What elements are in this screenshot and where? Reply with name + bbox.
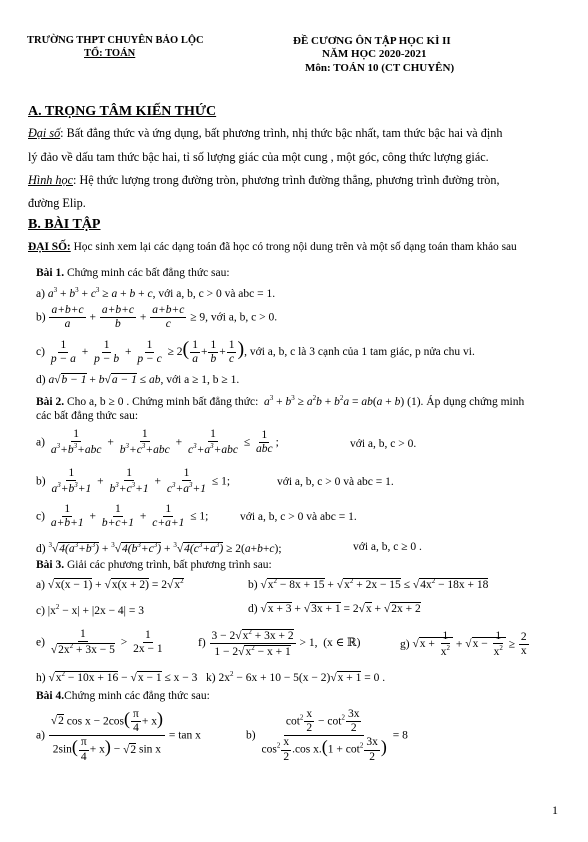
bai3-label: Bài 3. bbox=[36, 559, 65, 571]
bai3-g: g) √ x + $\frac{1}{x^2}$ + √ x − $\frac{1}{x^2}$ ≥ $\frac{2}{x}$ bbox=[400, 630, 530, 659]
doc-title: ĐỀ CƯƠNG ÔN TẬP HỌC KÌ II bbox=[293, 35, 451, 47]
bai3-c: c) $|x^2 - x| + |2x - 4| = 3$ bbox=[36, 603, 144, 617]
school-year: NĂM HỌC 2020-2021 bbox=[322, 48, 427, 60]
bai4-b: b) $\cot^2$ $\frac{x}{2}$ − $\cot^2$ $\frac{3x}{2}$ $\cos^2$ $\frac{x}{2}$ .cos $x.(1 + \cot^2$ $\frac{3x}{2}$ ) = 8 bbox=[246, 708, 408, 763]
algebra-text-1: : Bất đẳng thức và ứng dụng, bất phương trình, nhị thức bậc nhất, tam thức bậc hai và định bbox=[60, 126, 503, 140]
page-number: 1 bbox=[552, 803, 558, 817]
bai1-b: b) $\frac{a+b+c}{a}$ + $\frac{a+b+c}{b}$ + $\frac{a+b+c}{c}$ ≥ 9, với a, b, c > 0. bbox=[36, 304, 278, 331]
department: TỔ: TOÁN bbox=[84, 48, 136, 59]
algebra-line-2: lý đảo về dấu tam thức bậc hai, tỉ số lượng giác của một cung , một góc, công thức lượng giác. bbox=[28, 150, 489, 164]
section-b-heading: B. BÀI TẬP bbox=[28, 217, 101, 232]
bai2-d-cond: với a, b, c ≥ 0 . bbox=[353, 541, 422, 553]
bai3-f: f) $\frac{3 - 2√ x^2 + 3x + 2}{1 - 2√ x^2 - x + 1}$ > 1, (x ∈ ℝ) bbox=[198, 628, 360, 659]
bai1-a: a) $a^3 + b^3 + c^3 \ge a + b + c$, với a, b, c > 0 và abc = 1. bbox=[36, 286, 276, 300]
bai4-label: Bài 4. bbox=[36, 690, 65, 702]
bai3-text: Giải các phương trình, bất phương trình sau: bbox=[64, 559, 272, 571]
bai1-c: c) $\frac{1}{p - a}$ + $\frac{1}{p - b}$ + $\frac{1}{p - c}$ ≥ 2( $\frac{1}{a}$ + $\frac{1}{b}$ + $\frac{1}{c}$ ), với a, b, c là 3 cạnh của 1 tam giác, p nửa chu vi. bbox=[36, 338, 475, 365]
bai2-text1: Cho a, b ≥ 0 . Chứng minh bất đẳng thức: bbox=[64, 395, 259, 408]
algebra-line-1 bbox=[28, 126, 502, 141]
algebra-intro-text: Học sinh xem lại các dạng toán đã học có trong nội dung trên và một số dạng toán tham khảo sau bbox=[70, 241, 517, 253]
algebra-label: Đại số bbox=[28, 126, 61, 140]
bai3-h: h) √ $x^2 - 10x + 16$ − √ x − 1 ≤ x − 3 k) $2x^2 - 6x + 10 - 5(x - 2)√$ x + 1 = 0 . bbox=[36, 670, 385, 684]
school-name: TRƯỜNG THPT CHUYÊN BẢO LỘC bbox=[27, 35, 204, 46]
geometry-line-1 bbox=[28, 173, 500, 188]
bai4-title bbox=[36, 690, 210, 702]
algebra-intro-label: ĐẠI SỐ: bbox=[28, 241, 71, 253]
bai1-title bbox=[36, 267, 230, 279]
bai1-b-cond: , với a, b, c > 0. bbox=[205, 311, 278, 324]
bai2-b-cond: với a, b, c > 0 và abc = 1. bbox=[277, 476, 394, 488]
bai2-text3: các bất đẳng thức sau: bbox=[36, 410, 139, 422]
section-a-heading bbox=[28, 104, 216, 120]
bai2-c: c) $\frac{1}{a+b+1}$ + $\frac{1}{b+c+1}$ + $\frac{1}{c+a+1}$ ≤ 1; bbox=[36, 503, 209, 530]
bai3-a: a) √ x(x − 1) + √ x(x + 2) = 2√ $x^2$ bbox=[36, 577, 184, 591]
geometry-text-1: : Hệ thức lượng trong đường tròn, phương trình đường thẳng, phương trình đường tròn, bbox=[73, 173, 500, 187]
section-a-heading-text: A. TRỌNG TÂM KIẾN THỨC bbox=[28, 104, 217, 119]
geometry-line-2: đường Elip. bbox=[28, 196, 86, 210]
bai1-text: Chứng minh các bất đẳng thức sau: bbox=[64, 267, 230, 279]
bai1-label: Bài 1. bbox=[36, 267, 65, 279]
bai3-e: e) 1 √ $2x^2 + 3x - 5$ > $\frac{1}{2x - 1}$ bbox=[36, 628, 166, 657]
bai2-d: d) $^3$√ $4(a^3+b^3) + ^3√$ $4(b^3+c^3) + ^3√$ $4(c^3+a^3) \ge 2(a+b+c)$; bbox=[36, 541, 282, 555]
bai4-text: Chứng minh các đẳng thức sau: bbox=[64, 690, 210, 702]
bai4-a: a) √ 2 cos x − 2cos( $\frac{\pi}{4}$ + x) 2sin( $\frac{\pi}{4}$ + x) − √ 2 sin x = tan x bbox=[36, 708, 201, 764]
bai2-title: Bài 2. Cho a, b ≥ 0 . Chứng minh bất đẳng thức: $a^3 + b^3 \ge a^2b + b^2a = ab(a + b)$ (1). Áp dụng chứng minh bbox=[36, 394, 525, 408]
subject: Môn: TOÁN 10 (CT CHUYÊN) bbox=[305, 62, 455, 74]
bai2-b: b) $\frac{1}{a^3+b^3+1}$ + $\frac{1}{b^3+c^3+1}$ + $\frac{1}{c^3+a^3+1}$ ≤ 1; bbox=[36, 467, 231, 496]
geometry-label: Hình học bbox=[28, 173, 74, 187]
bai3-title bbox=[36, 559, 272, 571]
bai2-a: a) 1 $a^3+b^3+abc$ + 1 $b^3+c^3+abc$ + 1 $c^3+a^3+abc$ ≤ 1 abc ; bbox=[36, 428, 279, 457]
bai1-d-cond: , với a ≥ 1, b ≥ 1. bbox=[160, 374, 240, 386]
bai3-b: b) √ $x^2 - 8x + 15$ + √ $x^2 + 2x - 15$ ≤ √ $4x^2 - 18x + 18$ bbox=[248, 577, 488, 591]
bai2-text2: (1). Áp dụng chứng minh bbox=[407, 395, 525, 408]
bai2-label: Bài 2. bbox=[36, 395, 65, 408]
bai2-c-cond: với a, b, c > 0 và abc = 1. bbox=[240, 511, 357, 523]
bai1-d: d) a√ b − 1 + b√ a − 1 ≤ ab, với a ≥ 1, b ≥ 1. bbox=[36, 374, 239, 386]
bai1-c-cond: , với a, b, c là 3 cạnh của 1 tam giác, p nửa chu vi. bbox=[244, 346, 475, 358]
bai3-d: d) √ x + 3 + √ 3x + 1 = 2√ x + √ 2x + 2 bbox=[248, 603, 421, 615]
bai1-a-cond: , với a, b, c > 0 và abc = 1. bbox=[152, 287, 276, 300]
bai2-a-cond: với a, b, c > 0. bbox=[350, 438, 417, 450]
algebra-intro bbox=[28, 241, 517, 253]
